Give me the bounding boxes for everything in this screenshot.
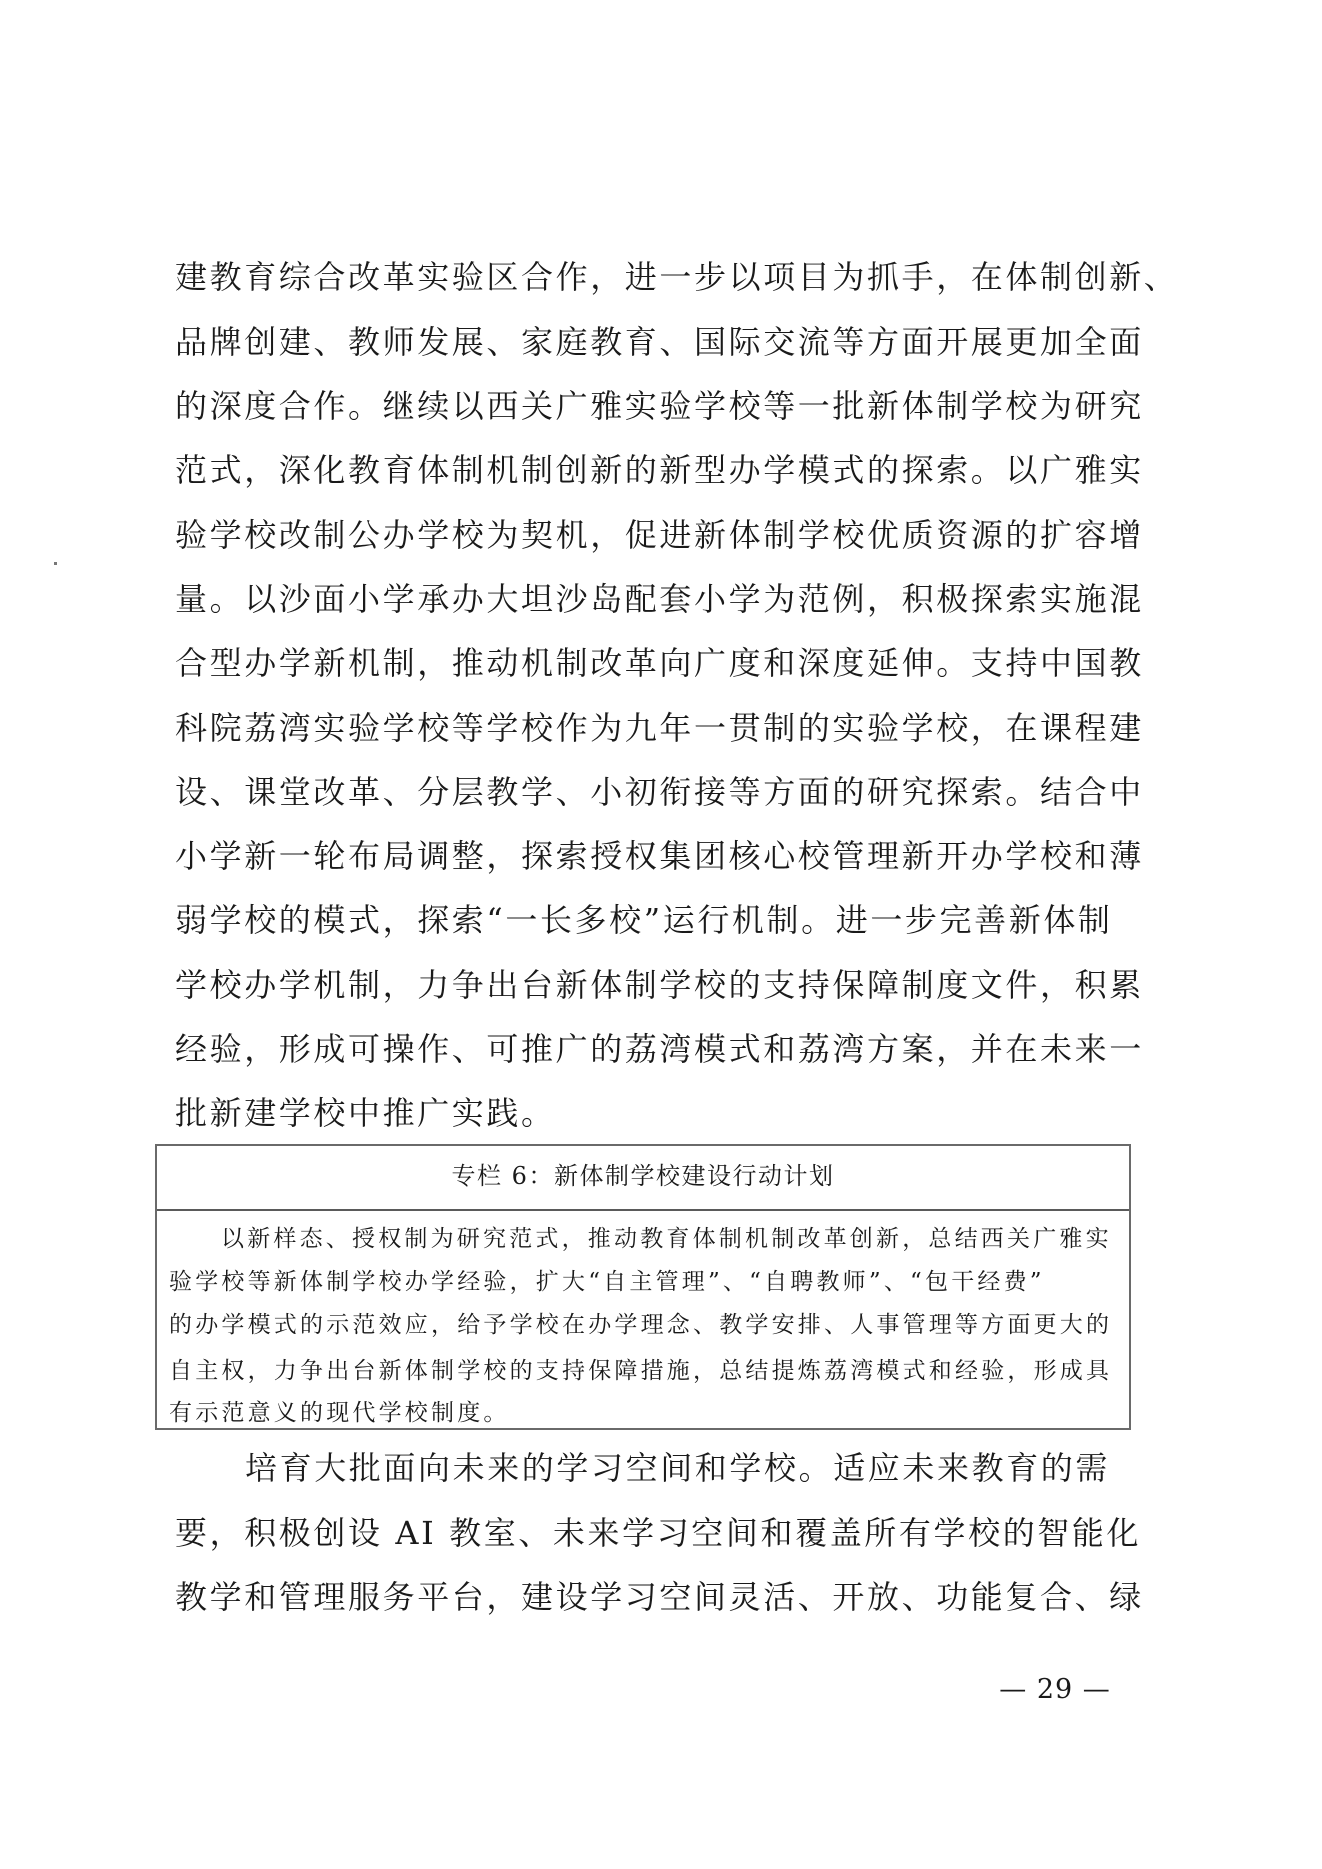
text-line: 量。以沙面小学承办大坦沙岛配套小学为范例，积极探索实施混 [175,580,1144,618]
text-line: 科院荔湾实验学校等学校作为九年一贯制的实验学校，在课程建 [175,709,1144,747]
text-line: 验学校改制公办学校为契机，促进新体制学校优质资源的扩容增 [175,516,1144,554]
text-line: 范式，深化教育体制机制创新的新型办学模式的探索。以广雅实 [175,451,1144,489]
scan-speck [54,562,57,565]
text-line: 学校办学机制，力争出台新体制学校的支持保障制度文件，积累 [175,966,1144,1004]
box-text-line: 验学校等新体制学校办学经验，扩大“自主管理”、“自聘教师”、“包干经费” [169,1269,1045,1295]
text-line: 小学新一轮布局调整，探索授权集团核心校管理新开办学校和薄 [175,837,1144,875]
text-line: 要，积极创设 AI 教室、未来学习空间和覆盖所有学校的智能化 [175,1514,1142,1552]
column-box-title: 专栏 6：新体制学校建设行动计划 [451,1162,835,1190]
text-line: 品牌创建、教师发展、家庭教育、国际交流等方面开展更加全面 [175,323,1144,361]
column-box-header [157,1146,1129,1211]
page-number: — 29 — [999,1674,1111,1705]
text-line: 教学和管理服务平台，建设学习空间灵活、开放、功能复合、绿 [175,1578,1144,1616]
box-text-line: 有示范意义的现代学校制度。 [169,1400,510,1426]
box-text-line: 自主权，力争出台新体制学校的支持保障措施，总结提炼荔湾模式和经验，形成具 [169,1358,1113,1384]
box-text-line: 以新样态、授权制为研究范式，推动教育体制机制改革创新，总结西关广雅实 [221,1226,1112,1252]
box-text-line: 的办学模式的示范效应，给予学校在办学理念、教学安排、人事管理等方面更大的 [169,1312,1113,1338]
column-box [155,1144,1131,1430]
text-line: 建教育综合改革实验区合作，进一步以项目为抓手，在体制创新、 [175,258,1179,296]
text-line: 经验，形成可操作、可推广的荔湾模式和荔湾方案，并在未来一 [175,1030,1144,1068]
text-line: 设、课堂改革、分层教学、小初衔接等方面的研究探索。结合中 [175,773,1144,811]
text-line: 合型办学新机制，推动机制改革向广度和深度延伸。支持中国教 [175,644,1144,682]
text-line: 的深度合作。继续以西关广雅实验学校等一批新体制学校为研究 [175,387,1144,425]
text-line: 弱学校的模式，探索“一长多校”运行机制。进一步完善新体制 [175,901,1113,939]
text-line: 批新建学校中推广实践。 [175,1094,556,1132]
text-line: 培育大批面向未来的学习空间和学校。适应未来教育的需 [245,1449,1111,1487]
